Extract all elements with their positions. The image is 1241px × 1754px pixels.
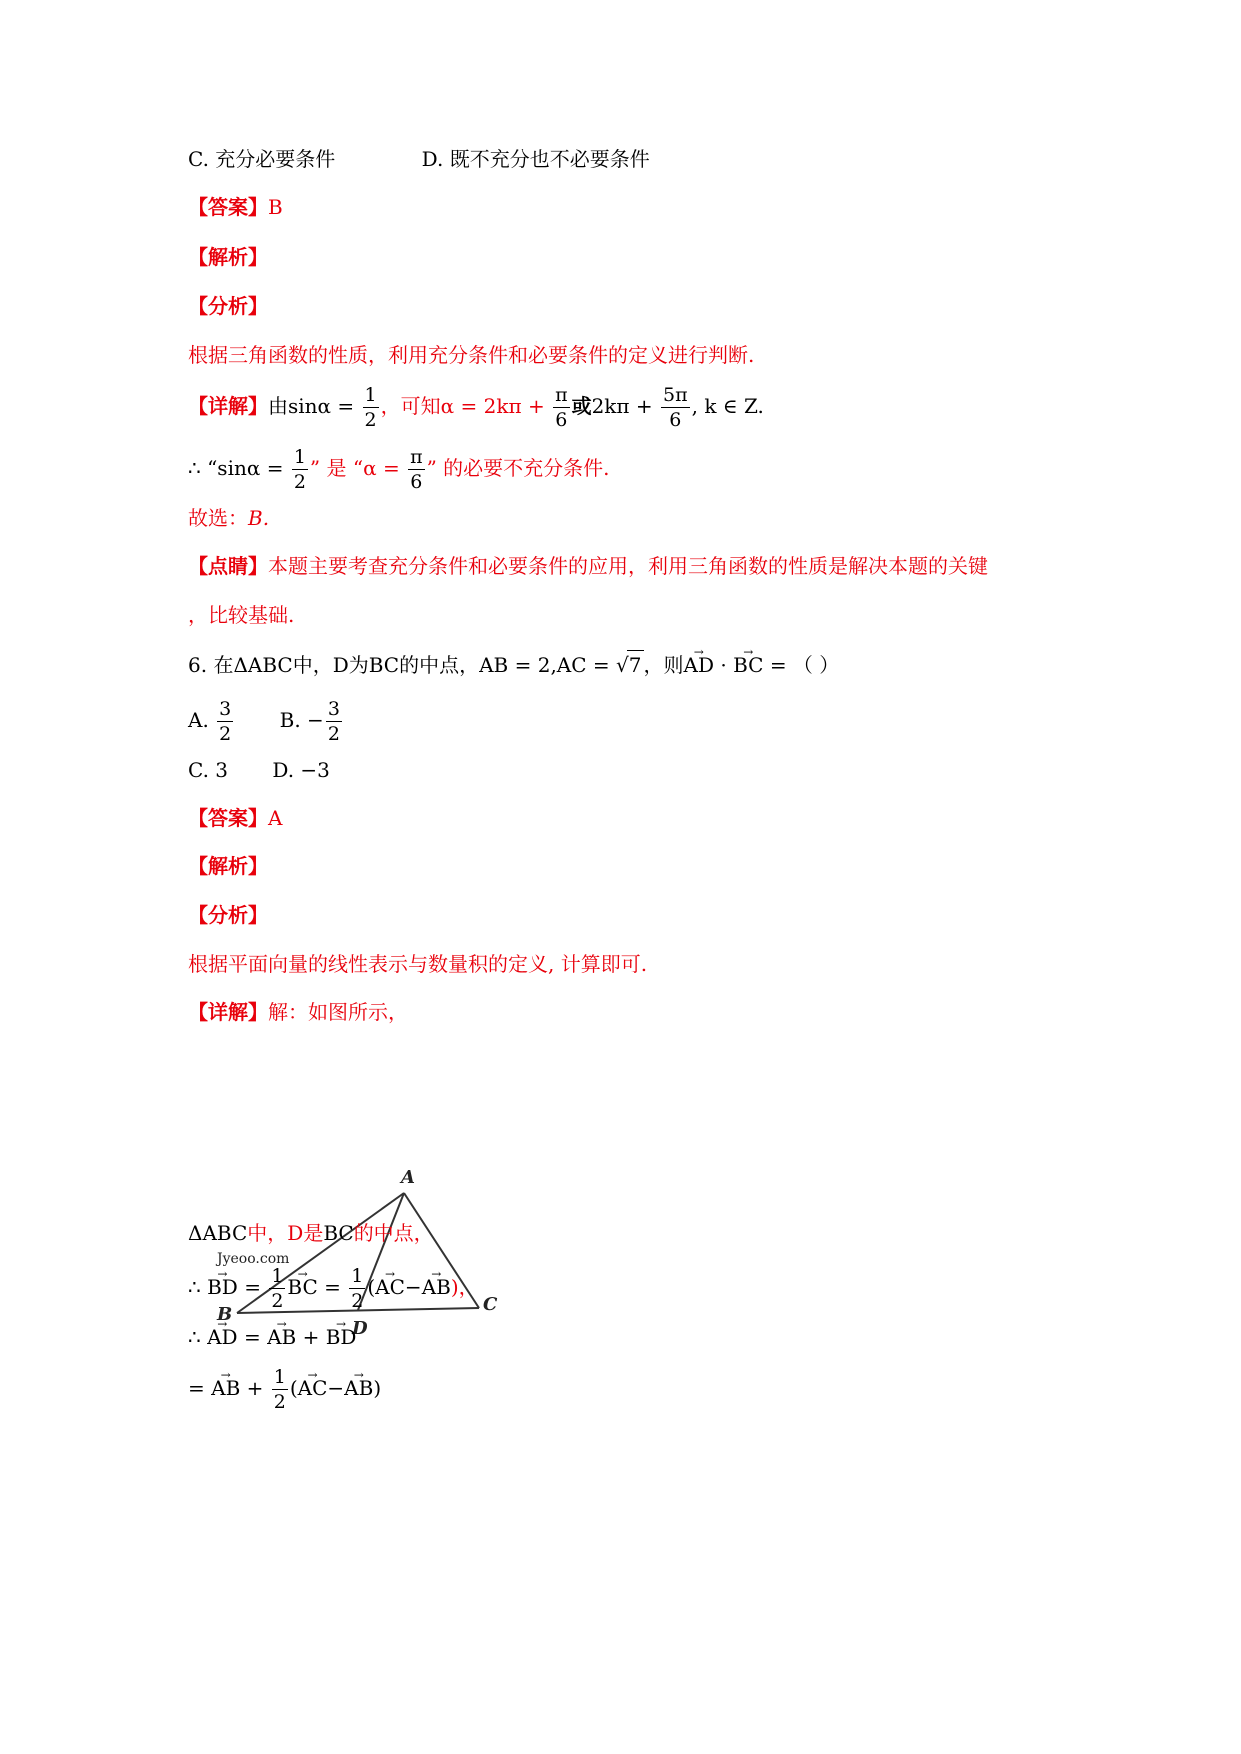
vector-ac: → AC: [375, 1273, 405, 1301]
q6-answer: [188, 804, 282, 832]
q5-detail-line: [188, 383, 764, 432]
q6-answer-value: A: [268, 806, 283, 830]
q5-option-c: C. 充分必要条件: [188, 147, 336, 171]
vertex-label-d: D: [352, 1318, 368, 1339]
q5-therefore-pre: ∴ “sinα =: [188, 456, 284, 480]
q5-dianjing-label: 【点睛】: [188, 554, 268, 578]
q5-detail-2kpi: 2kπ +: [591, 394, 653, 418]
vector-bc: → BC: [287, 1273, 317, 1301]
vertex-label-c: C: [483, 1294, 498, 1315]
equals-sign: =: [188, 1376, 205, 1400]
q6-cond-mid: 中，D: [247, 1221, 304, 1245]
q5-answer-label: 【答案】: [188, 195, 268, 219]
vector-ab: → AB: [211, 1374, 240, 1402]
q6-stem: [188, 650, 839, 679]
q5-guxuan-label: 故选：: [188, 506, 248, 530]
q6-option-d: D. −3: [272, 758, 330, 782]
equals-sign: =: [243, 1325, 261, 1349]
vertex-label-b: B: [217, 1304, 233, 1325]
q5-guxuan-value: B.: [248, 506, 270, 530]
q6-equation-1: [188, 1264, 479, 1313]
q6-fenxi-text: 根据平面向量的线性表示与数量积的定义, 计算即可.: [188, 952, 648, 976]
paren-open: (: [367, 1275, 376, 1299]
fraction-one-half: $\frac{1}{2}$: [364, 384, 377, 431]
q6-equation-2: [188, 1323, 356, 1351]
q5-guxuan: [188, 504, 269, 532]
minus-sign: −: [327, 1376, 345, 1400]
q5-answer: [188, 193, 283, 221]
fraction-three-halves: $\frac{3}{2}$: [219, 698, 232, 745]
vector-ad: → AD: [207, 1323, 237, 1351]
q5-detail-end: , k ∈ Z.: [691, 394, 764, 418]
q6-cond-pre: ΔABC: [188, 1221, 248, 1245]
vector-bd: → BD: [207, 1273, 238, 1301]
vector-ac: → AC: [298, 1374, 328, 1402]
plus-sign: +: [246, 1376, 264, 1400]
vertex-label-a: A: [401, 1167, 415, 1188]
q5-therefore-line: [188, 445, 610, 494]
vector-ab: → AB: [344, 1374, 373, 1402]
equals-sign: =: [244, 1275, 261, 1299]
minus-sign: −: [404, 1275, 422, 1299]
fraction-one-half: $\frac{1}{2}$: [293, 446, 306, 493]
q5-detail-mid: ，可知α = 2kπ +: [380, 394, 545, 418]
vector-ab: → AB: [267, 1323, 296, 1351]
vector-ad: → AD: [684, 651, 714, 679]
q6-detail-label: 【详解】: [188, 1000, 268, 1024]
dot-symbol: ·: [720, 653, 727, 677]
q6-stem-end: = （ ）: [769, 653, 840, 677]
fraction-three-halves: $\frac{3}{2}$: [327, 698, 340, 745]
vector-bc: → BC: [733, 651, 763, 679]
q5-answer-value: B: [268, 195, 283, 219]
q6-option-b-label: B.: [279, 708, 301, 732]
q5-fenxi-label: 【分析】: [188, 294, 268, 318]
q5-therefore-mid: ” 是 “α =: [309, 456, 400, 480]
vector-bd: → BD: [326, 1323, 357, 1351]
q6-equation-3: [188, 1365, 381, 1414]
q5-detail-or: 或: [571, 394, 592, 418]
q6-option-a-label: A.: [188, 708, 209, 732]
sqrt-symbol: √: [616, 653, 629, 677]
fraction-one-half: $\frac{1}{2}$: [271, 1265, 284, 1312]
q5-dianjing: [188, 552, 988, 580]
paren-open: (: [289, 1376, 298, 1400]
equals-sign: =: [324, 1275, 341, 1299]
q6-cond-bc: BC: [323, 1221, 354, 1245]
q5-dianjing-cont: ，比较基础.: [188, 603, 295, 627]
q6-condition: [188, 1219, 434, 1247]
q6-answer-label: 【答案】: [188, 806, 268, 830]
plus-sign: +: [302, 1325, 320, 1349]
q5-dianjing-text1: 本题主要考查充分条件和必要条件的应用，利用三角函数的性质是解决本题的关键: [268, 554, 988, 578]
q6-fenxi-label: 【分析】: [188, 903, 268, 927]
q5-option-d: D. 既不充分也不必要条件: [421, 147, 650, 171]
paren-close: ): [373, 1376, 382, 1400]
q6-cond-is: 是: [303, 1221, 324, 1245]
minus-sign: −: [307, 708, 324, 732]
q6-stem-mid: ，则: [643, 653, 684, 677]
triangle-figure: [205, 1155, 525, 1345]
q6-options-ab: [188, 697, 344, 746]
fraction-pi-six: $\frac{\pi}{6}$: [555, 384, 568, 431]
q6-detail: [188, 998, 408, 1026]
therefore-symbol: ∴: [188, 1275, 201, 1299]
q5-detail-label: 【详解】: [188, 394, 268, 418]
figure-watermark: Jyeoo.com: [217, 1251, 290, 1267]
q6-detail-text: 解：如图所示，: [268, 1000, 408, 1024]
q6-option-c: C. 3: [188, 758, 229, 782]
therefore-symbol: ∴: [188, 1325, 201, 1349]
fraction-five-pi-six: $\frac{5\pi}{6}$: [663, 384, 688, 431]
fraction-one-half: $\frac{1}{2}$: [351, 1265, 364, 1312]
q5-therefore-end: ” 的必要不充分条件.: [426, 456, 610, 480]
q6-analysis-label: 【解析】: [188, 854, 268, 878]
fraction-one-half: $\frac{1}{2}$: [273, 1366, 286, 1413]
q5-analysis-label: 【解析】: [188, 245, 268, 269]
vector-ab: → AB: [422, 1273, 451, 1301]
q6-options-cd: [188, 756, 330, 784]
q5-detail-pre: 由sinα =: [268, 394, 355, 418]
q5-fenxi-text: 根据三角函数的性质，利用充分条件和必要条件的定义进行判断.: [188, 343, 755, 367]
q6-cond-end: 的中点，: [353, 1221, 434, 1245]
q6-stem-pre: 6. 在ΔABC中，D为BC的中点，AB = 2,AC =: [188, 653, 610, 677]
fraction-pi-six: $\frac{\pi}{6}$: [410, 446, 423, 493]
q5-options-cd: [188, 145, 650, 173]
q6-sqrt-value: 7: [627, 650, 644, 679]
q6-eq1-end: )，: [450, 1275, 479, 1299]
